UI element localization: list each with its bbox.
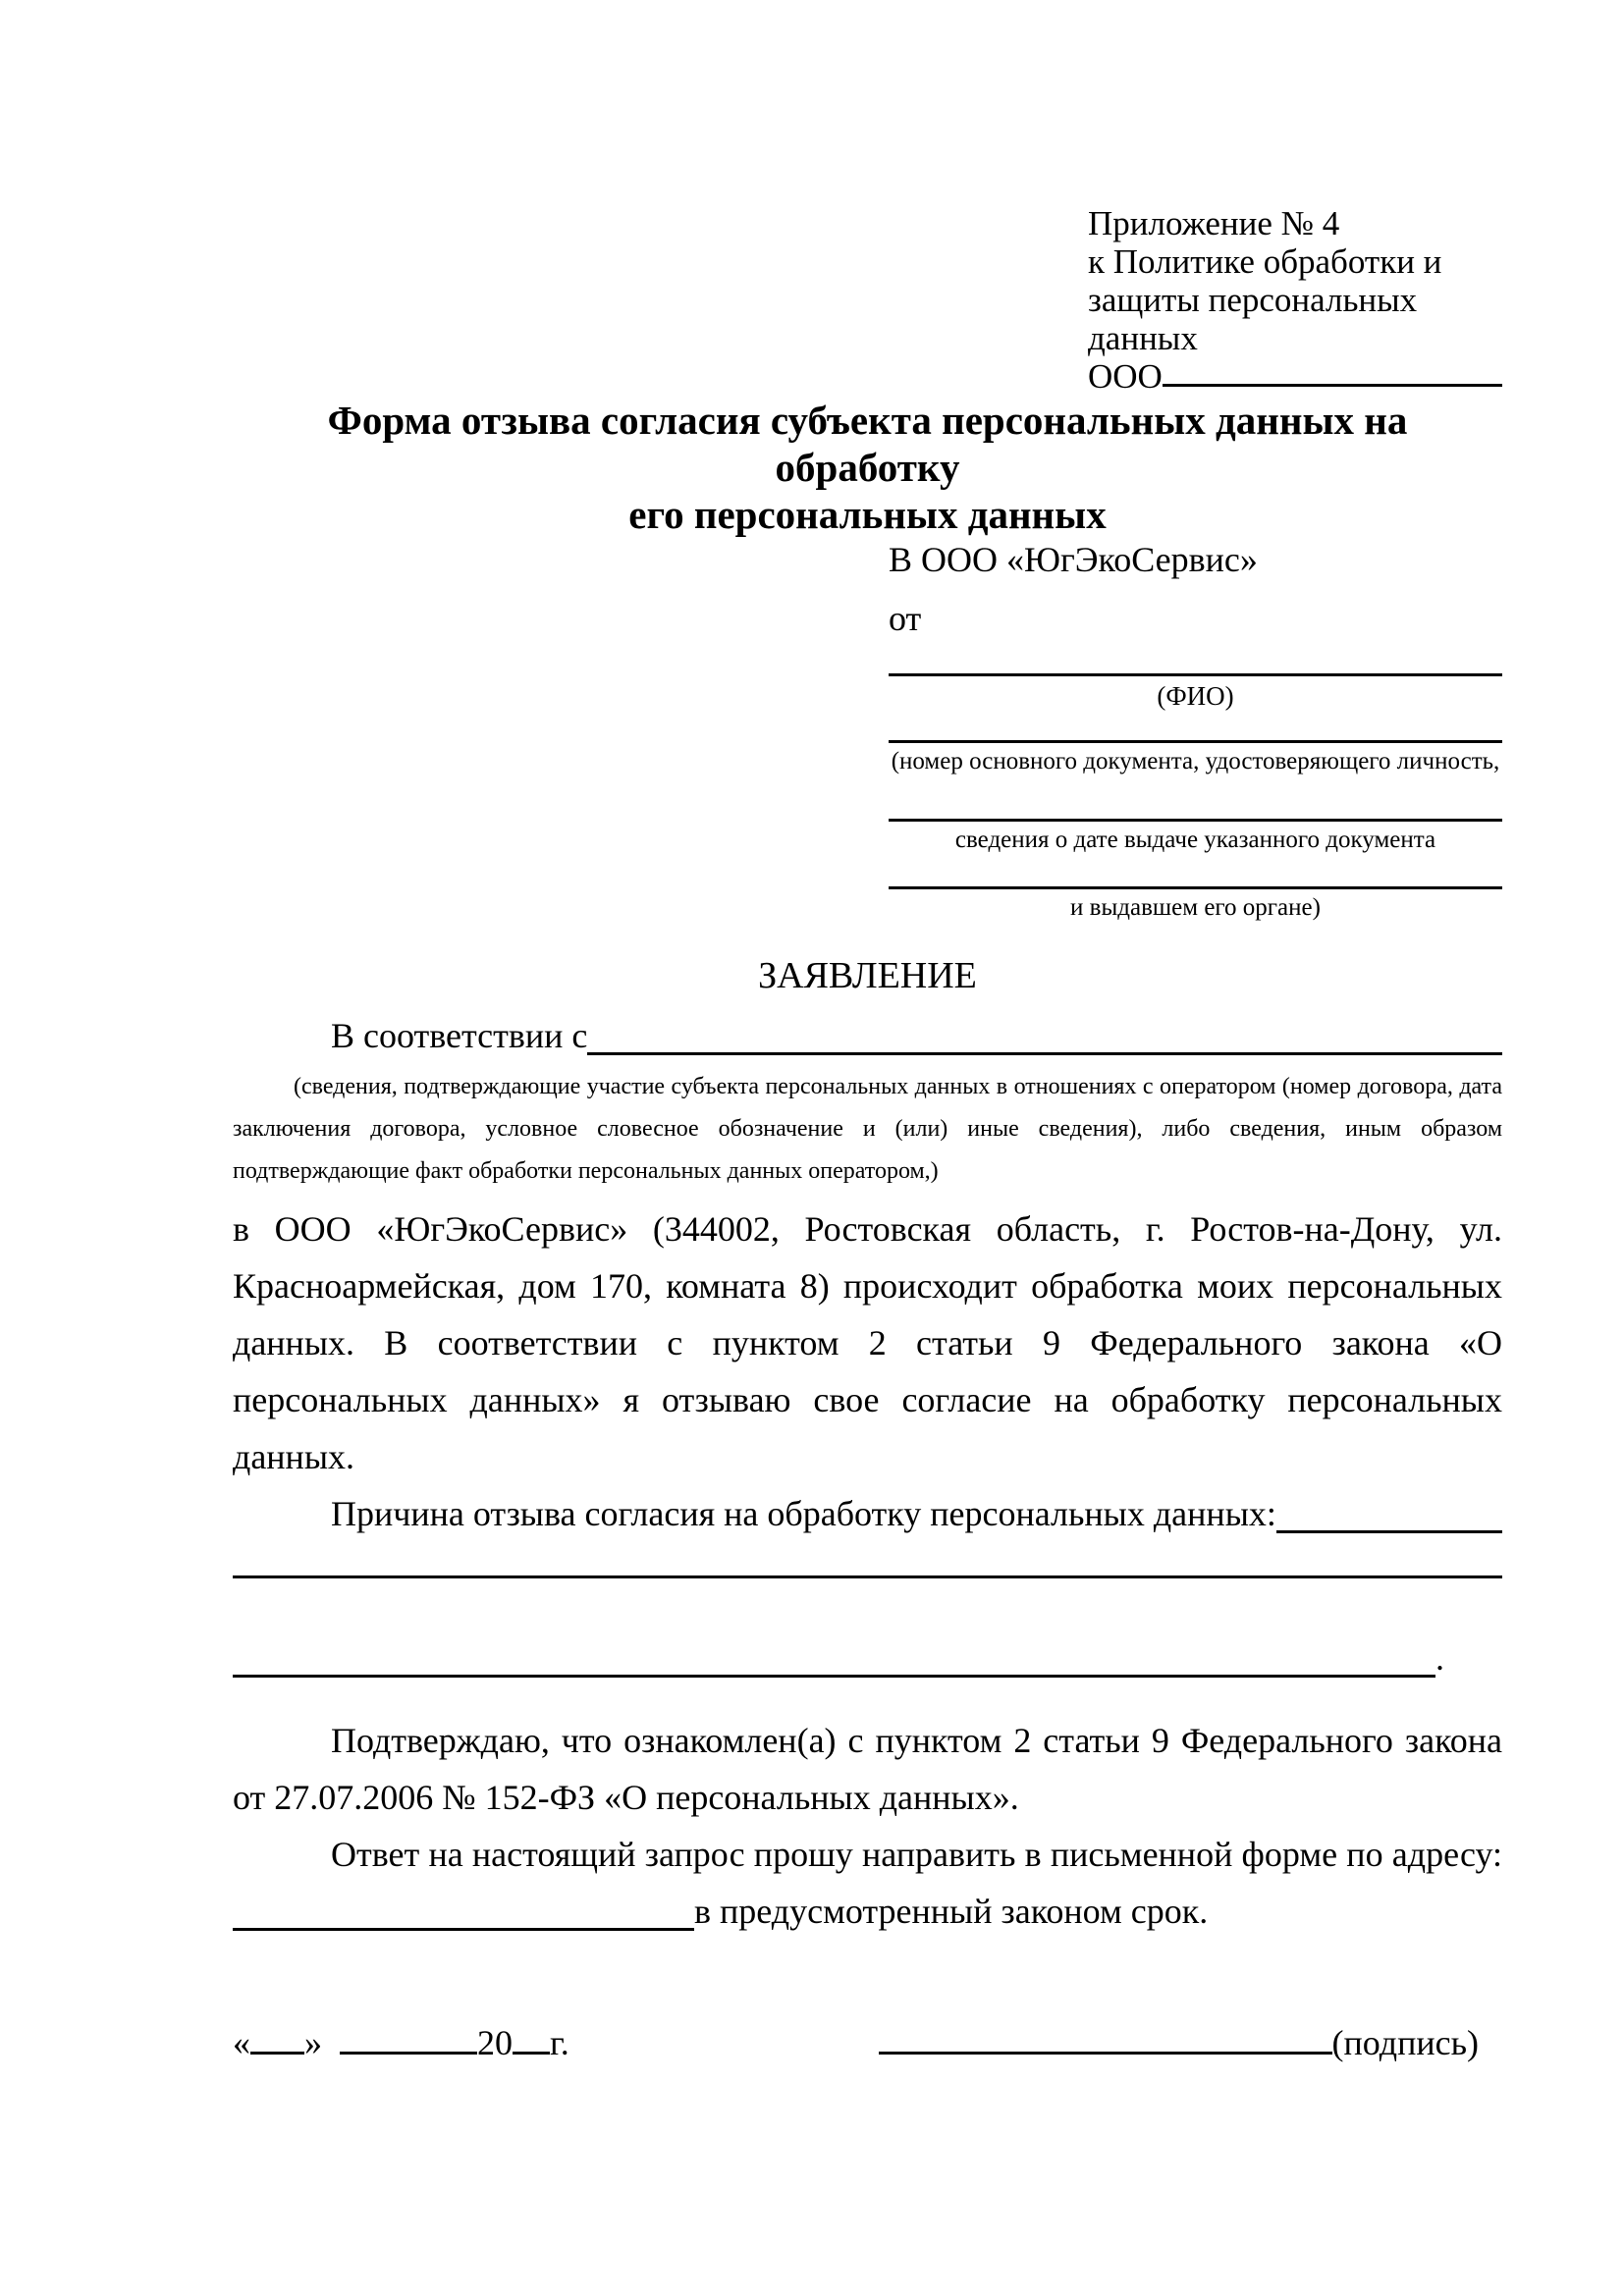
reason-row [233,1485,1502,1542]
reply-address-row [233,1883,1502,1940]
reason-blank-line [1276,1530,1502,1533]
document-title [233,397,1502,538]
statement-heading: ЗАЯВЛЕНИЕ [758,955,977,996]
reply-suffix: в предусмотренный законом срок. [694,1892,1209,1931]
addressee-block [889,538,1502,922]
date-group [233,2014,569,2071]
document-number-caption: (номер основного документа, удостоверяющего личность, [891,748,1500,774]
date-open-quote: « [233,2023,250,2062]
ooo-name-blank-line [1163,384,1502,387]
year-blank-line [513,2018,550,2055]
year-suffix: г. [550,2023,569,2062]
document-number-blank-line [889,740,1502,743]
fio-caption: (ФИО) [1157,681,1234,711]
addressee-from-label: от [889,599,922,638]
intro-blank-line [587,1052,1502,1055]
reason-blank-row-3 [233,1629,1502,1686]
addressee-company: В ООО «ЮгЭкоСервис» [889,540,1258,579]
month-blank-line [340,2018,477,2055]
day-blank-line [250,2018,304,2055]
confirmation-paragraph: Подтверждаю, что ознакомлен(а) с пунктом 2 статьи 9 Федерального закона от 27.07.2006 № 152-ФЗ «О персональных данных». [233,1721,1502,1817]
body-paragraph: в ООО «ЮгЭкоСервис» (344002, Ростовская область, г. Ростов-на-Дону, ул. Красноармейская, дом 170, комната 8) происходит обработка моих персональных данных. В соответствии с пунктом 2 статьи 9 Федерального закона «О персональных данных» я отзываю свое согласие на обработку персональных данных. [233,1209,1502,1476]
issuing-authority-caption: и выдавшем его органе) [1070,894,1321,921]
fio-blank-line [889,673,1502,676]
title-line-1: Форма отзыва согласия субъекта персональных данных на обработку [327,398,1408,490]
date-signature-row [233,2012,1502,2071]
header-ooo-row [1088,357,1502,396]
issuing-authority-blank-line [889,886,1502,889]
header-block [1088,204,1502,396]
signature-caption: (подпись) [1331,2023,1479,2062]
intro-prefix: В соответствии с [331,1016,588,1055]
intro-row [233,1007,1502,1064]
reason-blank-line-3 [233,1675,1435,1678]
statement-section [233,944,1502,2071]
signature-group [879,2014,1479,2071]
date-close-quote: » [304,2023,322,2062]
signature-blank-line [879,2018,1332,2055]
header-line-policy: к Политике обработки и [1088,242,1442,281]
reply-address-blank-line [233,1928,694,1931]
year-prefix: 20 [477,2023,513,2062]
reply-request-paragraph: Ответ на настоящий запрос прошу направить в письменной форме по адресу: [331,1835,1502,1874]
issue-date-blank-line [889,819,1502,822]
issue-date-caption: сведения о дате выдаче указанного документа [954,827,1436,853]
reason-blank-line-2 [233,1575,1502,1578]
reason-label: Причина отзыва согласия на обработку персональных данных: [331,1494,1276,1533]
title-line-2: его персональных данных [628,492,1107,537]
intro-footnote: (сведения, подтверждающие участие субъекта персональных данных в отношениях с оператором (номер договора, дата заключения договора, условное словесное обозначение и (или) иные сведения), либо сведения, иным образом подтверждающие факт обработки персональных данных оператором,) [233,1074,1502,1184]
header-ooo-prefix: ООО [1088,357,1163,396]
header-line-appendix: Приложение № 4 [1088,204,1340,242]
header-line-protection: защиты персональных данных [1088,281,1418,357]
blank-terminator-period: . [1435,1638,1444,1678]
